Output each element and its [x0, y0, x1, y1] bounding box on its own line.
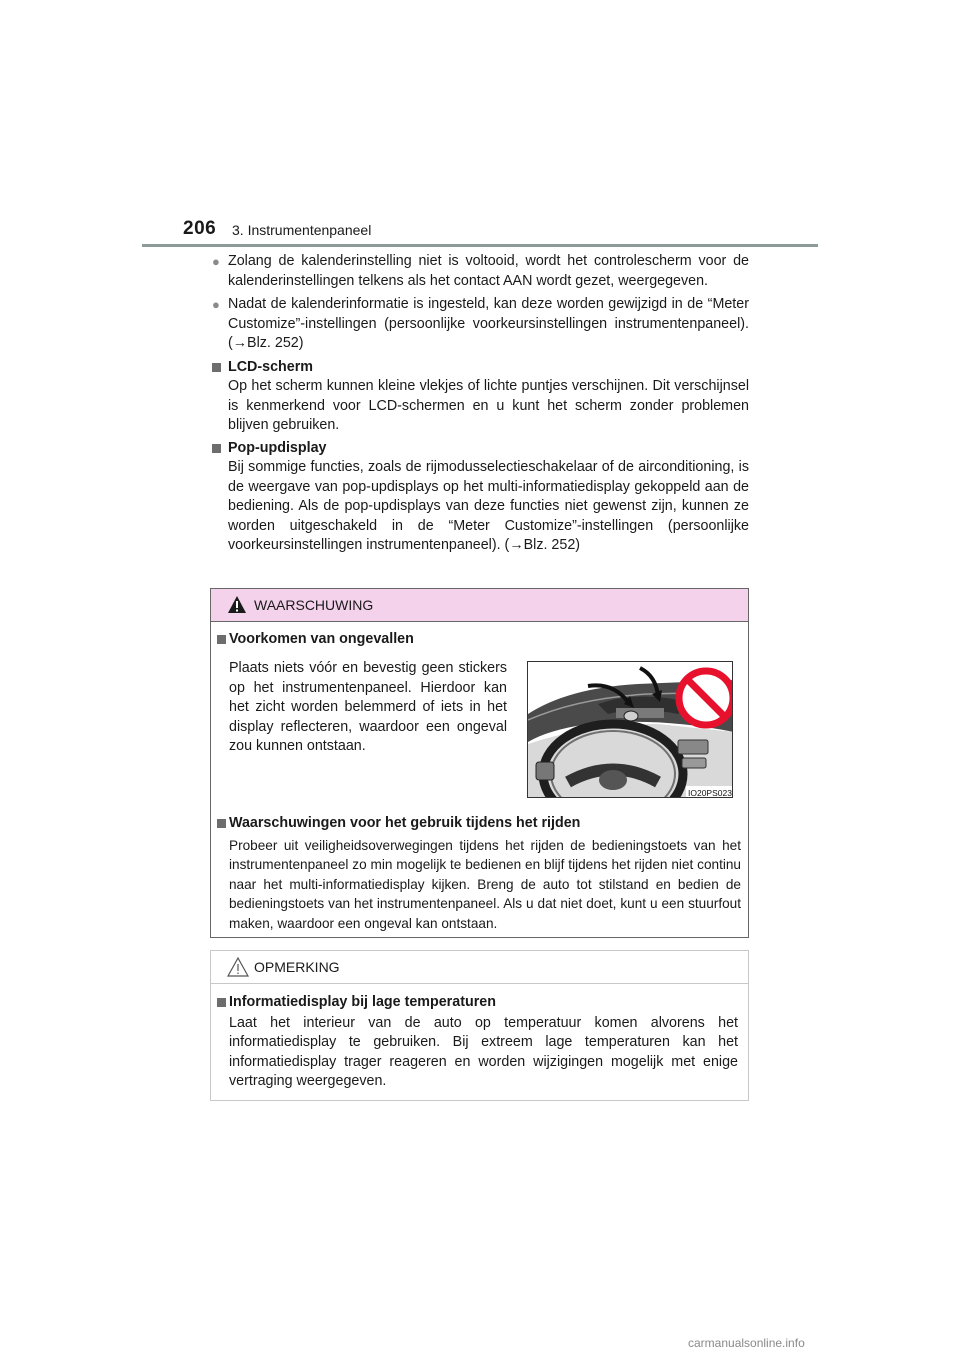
section-body: Op het scherm kunnen kleine vlekjes of lichte puntjes verschijnen. Dit verschijnsel is kenmerkend voor LCD-schermen en u kunt het scherm zonder problemen blijven gebruiken.	[228, 378, 749, 433]
warning-item	[217, 814, 741, 933]
square-bullet-icon	[217, 635, 226, 644]
bullet-dot-icon: ●	[212, 297, 220, 312]
warning-item-text: Plaats niets vóór en bevestig geen stickers op het instrumentenpaneel. Hierdoor kan het zicht worden belemmerd of iets in het display reflecteren, waardoor een ongeval zou kunnen ontstaan.	[229, 660, 507, 754]
section-popup	[211, 439, 749, 556]
warning-item-heading	[217, 814, 741, 834]
section-title: 3. Instrumentenpaneel	[232, 222, 372, 238]
section-heading-text: LCD-scherm	[228, 358, 314, 375]
warning-triangle-icon	[227, 595, 247, 614]
header-rule	[142, 244, 818, 247]
warning-item-title: Voorkomen van ongevallen	[229, 631, 414, 647]
note-item-text: Laat het interieur van de auto op temperatuur komen alvorens het informatiedisplay te gebruiken. Bij extreem lage temperaturen kan het informatiedisplay trager reageren en worden wijzigingen mogelijk met enige vertraging weergegeven.	[229, 1014, 738, 1089]
note-title: OPMERKING	[254, 959, 340, 975]
dashboard-drawing	[528, 662, 733, 798]
warning-header	[211, 589, 748, 622]
main-content	[211, 252, 749, 559]
section-heading	[211, 439, 749, 459]
square-bullet-icon	[217, 998, 226, 1007]
note-header	[211, 951, 748, 984]
warning-item-heading	[217, 630, 738, 650]
bullet-text: Nadat de kalenderinformatie is ingesteld, kan deze worden gewijzigd in de “Meter Customize”-instellingen (persoonlijke voorkeursinstellingen instrumentenpaneel). (→Blz. 252)	[228, 296, 749, 351]
section-heading-text: Pop-updisplay	[228, 439, 327, 456]
bullet-text: Zolang de kalenderinstelling niet is voltooid, wordt het controlescherm voor de kalenderinstellingen telkens als het contact AAN wordt gezet, weergegeven.	[228, 253, 749, 289]
warning-title: WAARSCHUWING	[254, 597, 374, 613]
square-bullet-icon	[212, 363, 221, 372]
warning-item-title: Waarschuwingen voor het gebruik tijdens het rijden	[229, 815, 581, 831]
square-bullet-icon	[212, 444, 221, 453]
section-lcd	[211, 358, 749, 436]
warning-box	[210, 588, 749, 938]
bullet-item	[211, 252, 749, 291]
bullet-dot-icon: ●	[212, 254, 220, 269]
section-heading	[211, 358, 749, 378]
note-item-heading	[217, 993, 738, 1013]
page-number: 206	[183, 218, 217, 239]
note-item-title: Informatiedisplay bij lage temperaturen	[229, 994, 496, 1010]
warning-item-text: Probeer uit veiligheidsoverwegingen tijdens het rijden de bedieningstoets van het instrumentenpaneel zo min mogelijk te bedienen en blijf tijdens het rijden niet continu naar het multi-informatiedisplay kijken. Breng de auto tot stilstand en bedien de bedieningstoets van het instrumentenpaneel. Als u dat niet doet, kunt u een stuurfout maken, waardoor een ongeval kan ontstaan.	[229, 837, 741, 931]
figure-code: IO20PS023	[688, 788, 732, 798]
dashboard-illustration	[527, 661, 733, 798]
square-bullet-icon	[217, 819, 226, 828]
bullet-item	[211, 295, 749, 354]
caution-triangle-icon	[227, 957, 249, 977]
note-box	[210, 950, 749, 1101]
section-body: Bij sommige functies, zoals de rijmodusselectieschakelaar of de airconditioning, is de weergave van pop-updisplays op het multi-informatiedisplay gekoppeld aan de bediening. Als de pop-updisplays van deze functies niet gewenst zijn, kunnen ze worden uitgeschakeld in de “Meter Customize”-instellingen (persoonlijke voorkeursinstellingen instrumentenpaneel). (→Blz. 252)	[228, 459, 749, 553]
watermark: carmanualsonline.info	[688, 1336, 805, 1350]
